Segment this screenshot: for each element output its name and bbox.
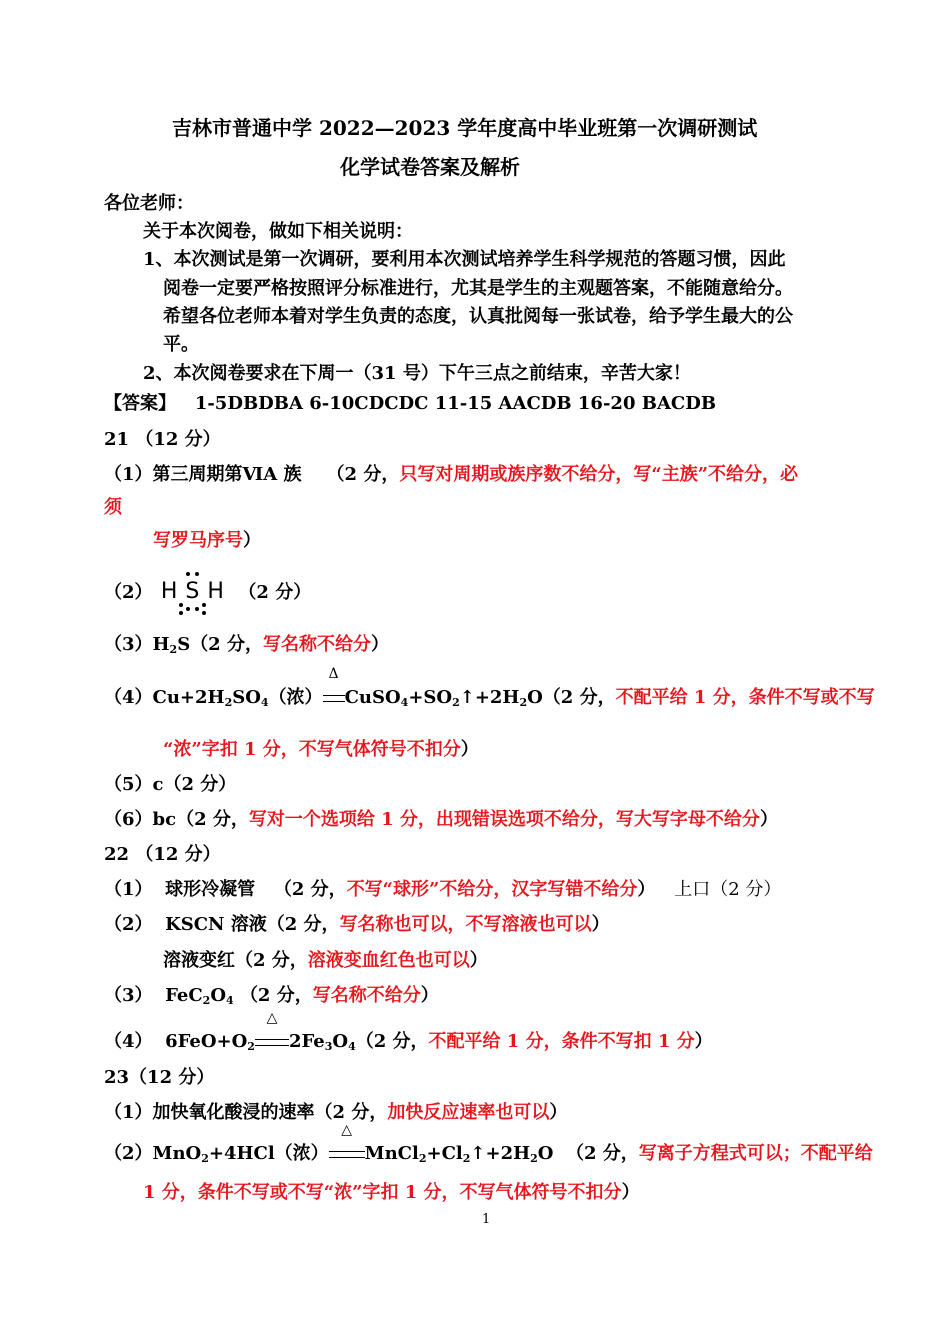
q22-p2b-note: 溶液变血红色也可以 bbox=[307, 950, 470, 971]
q21-p1-score: （2 分， bbox=[326, 464, 400, 485]
intro-item1-line4: 平。 bbox=[163, 334, 199, 355]
q22-p3-sub2: 4 bbox=[226, 994, 234, 1007]
greeting: 各位老师： bbox=[104, 193, 194, 214]
answer-row bbox=[104, 392, 716, 416]
q21-p4-conc: （浓） bbox=[268, 687, 323, 708]
delta-icon: Δ bbox=[328, 666, 339, 682]
q21-part5: （5）c（2 分） bbox=[104, 774, 237, 795]
q22-p1-main: 球形冷凝管 bbox=[165, 879, 256, 900]
q23-part1 bbox=[104, 1101, 567, 1125]
q23-p2-sub1: 2 bbox=[201, 1152, 209, 1165]
q21-p4-note: 不配平给 1 分，条件不写或不写 bbox=[615, 687, 875, 708]
q23-p2-score: （2 分， bbox=[566, 1143, 639, 1164]
lewis-h-right: H bbox=[207, 579, 226, 604]
q23-p2-label: （2）MnO bbox=[104, 1143, 202, 1164]
q23-p1-close: ） bbox=[549, 1102, 568, 1123]
q23-p1-note: 加快反应速率也可以 bbox=[387, 1102, 550, 1123]
q22-p2-close: ） bbox=[591, 914, 610, 935]
q21-part1 bbox=[104, 463, 798, 487]
q22-p4-o: O bbox=[332, 1031, 349, 1052]
q21-p4-plusso: +SO bbox=[408, 687, 453, 708]
heat-condition-arrow bbox=[329, 1122, 365, 1166]
intro-item1-line3: 希望各位老师本着对学生负责的态度，认真批阅每一张试卷，给予学生最大的公 bbox=[163, 306, 793, 327]
q21-p4-sub5: 2 bbox=[519, 696, 528, 709]
q22-p4-sub3: 4 bbox=[348, 1040, 356, 1053]
q21-p4-o: O bbox=[527, 687, 543, 708]
intro-note: 关于本次阅卷，做如下相关说明： bbox=[143, 221, 413, 242]
q22-p4-note: 不配平给 1 分，条件不写扣 1 分 bbox=[428, 1031, 695, 1052]
q23-p2-mn: MnCl bbox=[364, 1143, 419, 1164]
q23-p2-note: 写离子方程式可以；不配平给 bbox=[638, 1143, 873, 1164]
triangle-icon: △ bbox=[266, 1010, 278, 1026]
q21-p4-sub4: 2 bbox=[452, 696, 460, 709]
q23-p2-sub2: 2 bbox=[418, 1152, 427, 1165]
q22-p4-sub2: 3 bbox=[324, 1040, 333, 1053]
q21-p3-label: （3）H bbox=[104, 634, 170, 655]
q21-p6-main: （6）bc（2 分， bbox=[104, 809, 249, 830]
q22-p3-close: ） bbox=[420, 985, 439, 1006]
q22-p2b-main: 溶液变红（2 分， bbox=[163, 950, 308, 971]
q21-part4 bbox=[104, 666, 875, 710]
q21-p3-note: 写名称不给分 bbox=[262, 634, 371, 655]
q21-p2-label: （2） bbox=[104, 582, 153, 603]
q21-p1-close: ） bbox=[243, 530, 261, 551]
q21-p3-score: （2 分， bbox=[190, 634, 263, 655]
q22-p1-label: （1） bbox=[104, 879, 153, 900]
lewis-h-left: H bbox=[160, 579, 180, 604]
q22-part1 bbox=[104, 878, 781, 902]
q22-p1-extra: 上口（2 分） bbox=[674, 879, 782, 900]
q22-p2b-close: ） bbox=[469, 950, 488, 971]
q23-p2-o: O bbox=[537, 1143, 554, 1164]
q22-part2 bbox=[104, 913, 610, 937]
q21-header: 21 （12 分） bbox=[104, 429, 221, 450]
q23-p1-main: （1）加快氧化酸浸的速率（2 分， bbox=[104, 1102, 388, 1123]
q23-p2-sub4: 2 bbox=[530, 1152, 538, 1165]
q21-p4-sub3: 4 bbox=[400, 696, 409, 709]
q22-p4-right: 2Fe bbox=[288, 1031, 325, 1052]
page-number: 1 bbox=[482, 1212, 491, 1227]
q21-p1-note3: 写罗马序号 bbox=[153, 530, 243, 551]
q23-p2-note2: 1 分，条件不写或不写“浓”字扣 1 分，不写气体符号不扣分 bbox=[143, 1182, 622, 1203]
equals-sign bbox=[323, 695, 345, 702]
q21-p6-note: 写对一个选项给 1 分，出现错误选项不给分，写大写字母不给分 bbox=[248, 809, 760, 830]
q21-part3 bbox=[104, 633, 389, 657]
q21-p3-close: ） bbox=[370, 634, 389, 655]
q23-p2-cl: +Cl bbox=[426, 1143, 463, 1164]
q23-p2-close: ） bbox=[621, 1182, 640, 1203]
q22-header: 22 （12 分） bbox=[104, 844, 221, 865]
q21-p4-score: （2 分， bbox=[542, 687, 616, 708]
q21-p3-s: S bbox=[177, 634, 191, 655]
q22-p4-sub1: 2 bbox=[247, 1040, 255, 1053]
answer-text: 1-5DBDBA 6-10CDCDC 11-15 AACDB 16-20 BACDB bbox=[194, 393, 717, 414]
q22-p1-close: ） bbox=[637, 879, 656, 900]
q21-p4-cuso: CuSO bbox=[344, 687, 401, 708]
q22-p3-score: （2 分， bbox=[239, 985, 313, 1006]
equals-sign bbox=[329, 1151, 365, 1158]
q21-p6-close: ） bbox=[759, 809, 778, 830]
q23-part2 bbox=[104, 1122, 873, 1166]
intro-item2: 2、本次阅卷要求在下周一（31 号）下午三点之前结束，辛苦大家！ bbox=[143, 363, 691, 384]
page-title: 吉林市普通中学 2022—2023 学年度高中毕业班第一次调研测试 bbox=[172, 116, 758, 140]
q21-p4-note2: “浓”字扣 1 分，不写气体符号不扣分 bbox=[163, 739, 461, 760]
equals-sign bbox=[255, 1039, 289, 1046]
q21-p4-line2 bbox=[163, 738, 479, 762]
q21-p4-label: （4）Cu+2H bbox=[104, 687, 225, 708]
answer-label: 【答案】 bbox=[104, 393, 176, 414]
q21-p3-sub: 2 bbox=[169, 643, 178, 656]
triangle-icon: △ bbox=[341, 1122, 353, 1138]
q22-p3-sub1: 2 bbox=[202, 994, 211, 1007]
lewis-s: S bbox=[185, 579, 202, 604]
q22-p1-note: 不写“球形”不给分，汉字写错不给分 bbox=[346, 879, 638, 900]
q23-header: 23（12 分） bbox=[104, 1067, 215, 1088]
h2s-lewis-structure bbox=[161, 580, 226, 604]
q22-p2-main: KSCN 溶液（2 分， bbox=[165, 914, 340, 935]
q22-p4-label: （4） bbox=[104, 1031, 153, 1052]
q21-p4-sub1: 2 bbox=[224, 696, 233, 709]
q21-p1-note-cont: 须 bbox=[104, 497, 122, 518]
q22-p2-label: （2） bbox=[104, 914, 153, 935]
q22-part2b bbox=[163, 949, 488, 973]
q22-p1-score: （2 分， bbox=[273, 879, 347, 900]
q23-p2-sub3: 2 bbox=[462, 1152, 471, 1165]
intro-item1-line1: 1、本次测试是第一次调研，要利用本次测试培养学生科学规范的答题习惯，因此 bbox=[143, 249, 786, 270]
q22-p2-note: 写名称也可以，不写溶液也可以 bbox=[339, 914, 592, 935]
q22-p3-note: 写名称不给分 bbox=[312, 985, 421, 1006]
q22-part3 bbox=[104, 984, 439, 1008]
q21-part2 bbox=[104, 580, 311, 605]
q21-p2-score: （2 分） bbox=[238, 582, 312, 603]
page-subtitle: 化学试卷答案及解析 bbox=[340, 155, 520, 179]
q21-p4-close: ） bbox=[460, 739, 479, 760]
heat-condition-arrow bbox=[255, 1010, 289, 1054]
q21-part6 bbox=[104, 808, 778, 832]
q22-p4-close: ） bbox=[694, 1031, 713, 1052]
q22-p3-o: O bbox=[210, 985, 226, 1006]
q21-p4-up: ↑+2H bbox=[459, 687, 520, 708]
q22-p4-score: （2 分， bbox=[355, 1031, 429, 1052]
intro-item1-line2: 阅卷一定要严格按照评分标准进行，尤其是学生的主观题答案，不能随意给分。 bbox=[163, 278, 793, 299]
q22-p3-label: （3） bbox=[104, 985, 153, 1006]
q21-p1-note-line3 bbox=[153, 529, 261, 553]
q22-p3-fe: FeC bbox=[165, 985, 203, 1006]
q22-p4-left: 6FeO+O bbox=[165, 1031, 248, 1052]
q23-p2-hcl: +4HCl（浓） bbox=[208, 1143, 329, 1164]
q21-p4-so: SO bbox=[232, 687, 261, 708]
q22-part4 bbox=[104, 1010, 713, 1054]
q21-p4-sub2: 4 bbox=[260, 696, 269, 709]
q21-p1-note: 只写对周期或族序数不给分，写“主族”不给分，必 bbox=[399, 464, 799, 485]
q21-p1-main: （1）第三周期第ⅥA 族 bbox=[104, 464, 302, 485]
q23-p2-line2 bbox=[143, 1181, 640, 1205]
q23-p2-up: ↑+2H bbox=[470, 1143, 531, 1164]
heat-condition-arrow bbox=[323, 666, 345, 710]
